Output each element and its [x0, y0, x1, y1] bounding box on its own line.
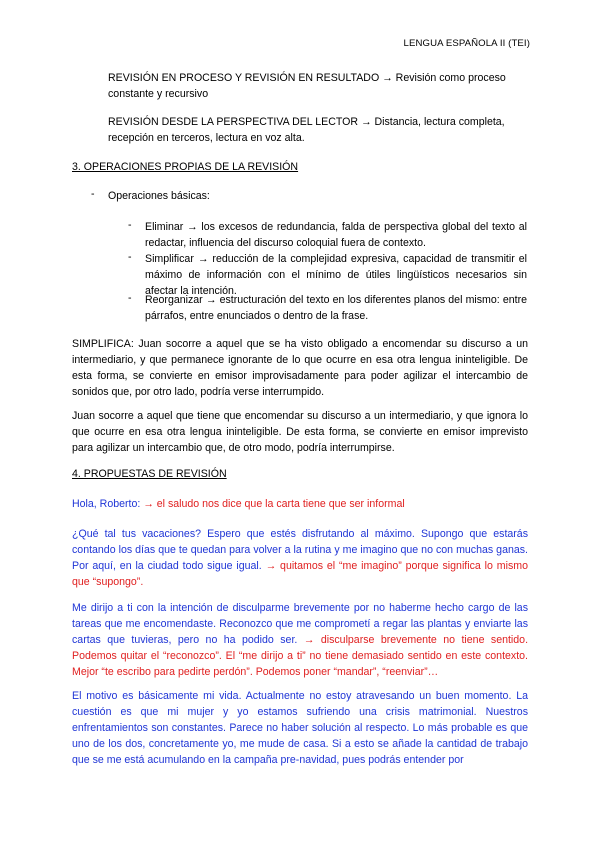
bullet-dash: - — [91, 188, 95, 200]
greeting-comment: → el saludo nos dice que la carta tiene que ser informal — [143, 498, 405, 510]
greeting-line — [72, 496, 528, 512]
letter-text-1: ¿Qué tal tus vacaciones? Espero que estés disfrutando al máximo. Supongo que estarás contando los días que te quedan para volver a la rutina y me imagino que no con muchas ganas. Por aquí, en la ciudad todo sigue igual. — [72, 528, 528, 572]
operaciones-basicas-label: Operaciones básicas: — [108, 190, 210, 202]
op-eliminar: Eliminar → los excesos de redundancia, falda de perspectiva global del texto al redactar, influencia del discurso coloquial fuera de contexto. — [145, 221, 527, 249]
running-header: LENGUA ESPAÑOLA II (TEI) — [403, 38, 530, 49]
section-3-heading: 3. OPERACIONES PROPIAS DE LA REVISIÓN — [72, 161, 299, 173]
letter-paragraph-3: El motivo es básicamente mi vida. Actualmente no estoy atravesando un buen momento. La cuestión es que mi mujer y yo estamos sufriendo una crisis matrimonial. Nuestros enfrentamientos son constantes. Parece no haber solución al respecto. Lo más probable es que uno de los dos, concretamente yo, me mude de casa. Si a esto se añade la cantidad de trabajo que se me está acumulando en la campaña pre-navidad, pues podrás entender por — [72, 690, 528, 766]
simplifica-paragraph: SIMPLIFICA: Juan socorre a aquel que se ha visto obligado a encomendar su discurso a un intermediario, y que permanece ignorante de lo que ocurre en esa otra lengua ininteligible. De esta forma, se convierte en emisor improvisadamente para poder agilizar el intercambio de sonidos que, por otro lado, podría verse interrumpido. — [72, 338, 528, 398]
juan-paragraph: Juan socorre a aquel que tiene que encomendar su discurso a un intermediario, y que ignora lo que ocurre en esa otra lengua ininteligible. De esta forma, se convierte en emisor imprevisto para agilizar un intercambio que, de otro modo, podría interrumpirse. — [72, 410, 528, 454]
op-reorganizar: Reorganizar → estructuración del texto en los diferentes planos del mismo: entre párrafos, entre enunciados o dentro de la frase. — [145, 294, 527, 322]
revision-comment-2: → disculparse brevemente no tiene sentido. Podemos quitar el “reconozco”. El “me dirijo a ti” no tiene demasiado sentido en este contexto. Mejor “te escribo para pedirte perdón”. Podemos poner “mandar”, “reenviar”… — [72, 634, 529, 678]
section-4-heading: 4. PROPUESTAS DE REVISIÓN — [72, 468, 227, 480]
bullet-dash: - — [128, 251, 132, 263]
letter-text-2: Me dirijo a ti con la intención de disculparme brevemente por no haberme hecho cargo de las tareas que me encomendaste. Reconozco que me comprometí a regar las plantas y enviarte las cartas que tuvieras, pero no ha podido ser. — [72, 602, 528, 646]
revision-proceso-paragraph: REVISIÓN EN PROCESO Y REVISIÓN EN RESULTADO → Revisión como proceso constante y recursivo — [108, 72, 506, 100]
bullet-dash: - — [128, 219, 132, 231]
letter-paragraph-2 — [72, 600, 528, 680]
revision-perspectiva-paragraph: REVISIÓN DESDE LA PERSPECTIVA DEL LECTOR → Distancia, lectura completa, recepción en terceros, lectura en voz alta. — [108, 116, 505, 144]
letter-paragraph-1 — [72, 526, 528, 590]
revision-comment-1: → quitamos el “me imagino” porque significa lo mismo que “supongo”. — [72, 560, 528, 588]
op-simplificar: Simplificar → reducción de la complejidad expresiva, capacidad de transmitir el máximo de información con el mínimo de útiles lingüísticos necesarios sin afectar la intención. — [145, 253, 527, 297]
greeting-text: Hola, Roberto: — [72, 498, 144, 510]
bullet-dash: - — [128, 292, 132, 304]
